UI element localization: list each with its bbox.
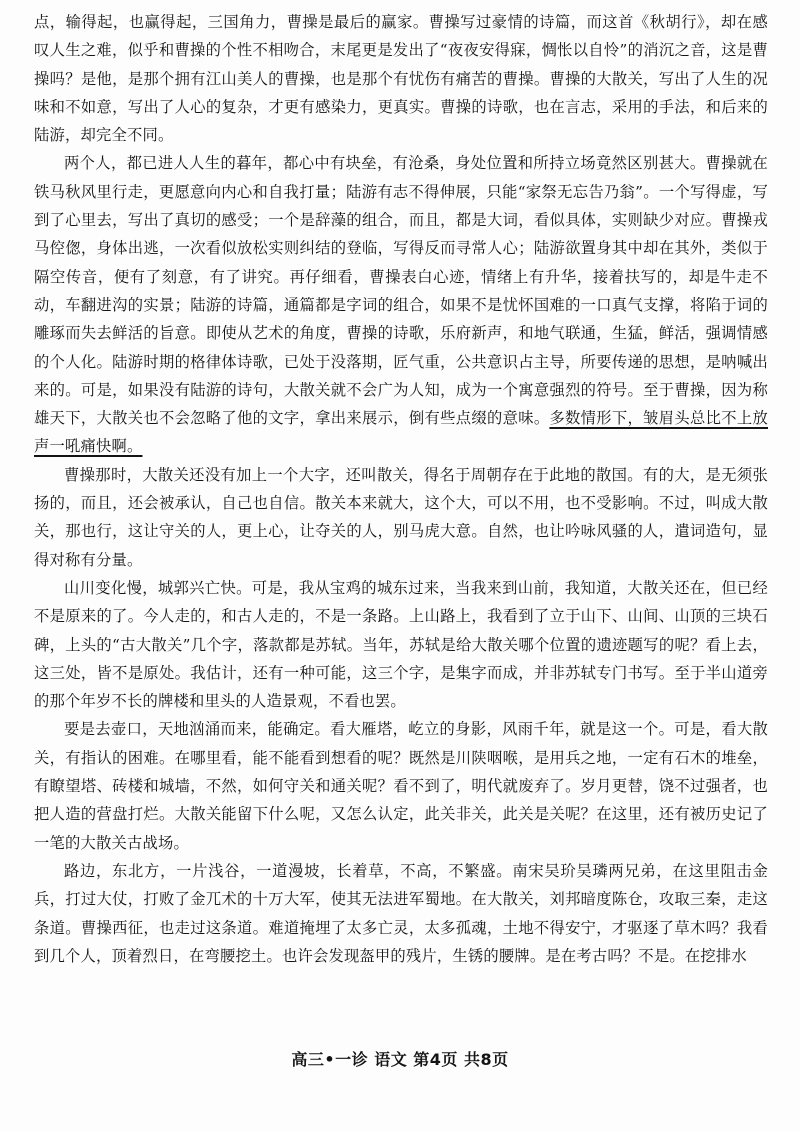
paragraph-3: 曹操那时，大散关还没有加上一个大字，还叫散关，得名于周朝存在于此地的散国。有的大，是无须张扬的，而且，还会被承认，自己也自信。散关本来就大，这个大，可以不用，也不受影响。不过，叫成大散关，那也行，这让守关的人，更上心，让夺关的人，别马虎大意。自然，也让吟咏风骚的人，遣词造句，显得对称有分量。 (34, 465, 768, 569)
paragraph-6: 路边，东北方，一片浅谷，一道漫坡，长着草，不高，不繁盛。南宋吴玠吴璘两兄弟，在这里阻击金兵，打过大仗，打败了金兀术的十万大军，使其无法进军蜀地。在大散关，刘邦暗度陈仓，攻取三秦，走这条道。曹操西征，也走过这条道。难道掩埋了太多亡灵，太多孤魂，土地不得安宁，才驱逐了草木吗？我看到几个人，顶着烈日，在弯腰挖土。也许会发现盔甲的残片，生锈的腰牌。是在考古吗？不是。在挖排水 (34, 861, 768, 965)
page-footer: 高三•一诊 语文 第4页 共8页 (291, 1050, 509, 1069)
paragraph-4: 山川变化慢，城郭兴亡快。可是，我从宝鸡的城东过来，当我来到山前，我知道，大散关还在，但已经不是原来的了。今人走的，和古人走的，不是一条路。上山路上，我看到了立于山下、山间、山顶的三块石碑，上头的“古大散关”几个字，落款都是苏轼。当年，苏轼是给大散关哪个位置的遗迹题写的呢？看上去，这三处，皆不是原处。我估计，还有一种可能，这三个字，是集字而成，并非苏轼专门书写。至于半山道旁的那个年岁不长的牌楼和里头的人造景观，不看也罢。 (34, 578, 768, 711)
paragraph-5: 要是去壶口，天地汹涌而来，能确定。看大雁塔，屹立的身影，风雨千年，就是这一个。可是，看大散关，有指认的困难。在哪里看，能不能看到想看的呢？既然是川陕咽喉，是用兵之地，一定有石木的堆垒，有瞭望塔、砖楼和城墙，不然，如何守关和通关呢？看不到了，明代就废弃了。岁月更替，饶不过强者，也把人造的营盘打烂。大散关能留下什么呢，又怎么认定，此关非关，此关是关呢？在这里，还有被历史记了一笔的大散关古战场。 (34, 720, 768, 852)
article-body (34, 8, 768, 970)
paragraph-2-text: 两个人，都已进人人生的暮年，都心中有块垒，有沧桑，身处位置和所持立场竟然区别甚大。曹操就在铁马秋风里行走，更愿意向内心和自我打量；陆游有志不得伸展，只能“家祭无忘告乃翁”。一个写得虚，写到了心里去，写出了真切的感受；一个是辞藻的组合，而且，都是大词，看似具体，实则缺少对应。曹操戎马倥偬，身体出逃，一次看似放松实则纠结的登临，写得反而寻常人心；陆游欲置身其中却在其外，类似于隔空传音，便有了刻意，有了讲究。再仔细看，曹操表白心迹，情绪上有升华，接着扶写的，却是牛走不动，车翻进沟的实景；陆游的诗篇，通篇都是字词的组合，如果不是忧怀国难的一口真气支撑，将陷于词的雕琢而失去鲜活的旨意。即使从艺术的角度，曹操的诗歌，乐府新声，和地气联通，生猛，鲜活，强调情感的个人化。陆游时期的格律体诗歌，已处于没落期，匠气重，公共意识占主导，所要传递的思想，是呐喊出来的。可是，如果没有陆游的诗句，大散关就不会广为人知，成为一个寓意强烈的符号。至于曹操，因为称雄天下，大散关也不会忽略了他的文字，拿出来展示，倒有些点缀的意味。 (34, 154, 768, 428)
paragraph-2 (34, 149, 768, 460)
underlined-sentence: 多数情形下，皱眉头总比不上放声一吼痛快啊。 (34, 409, 768, 456)
paragraph-1: 点，输得起，也赢得起，三国角力，曹操是最后的赢家。曹操写过豪情的诗篇，而这首《秋胡行》，却在感叹人生之难，似乎和曹操的个性不相吻合，末尾更是发出了“夜夜安得寐，惆怅以自怜”的消沉之音，这是曹操吗？是他，是那个拥有江山美人的曹操，也是那个有忧伤有痛苦的曹操。曹操的大散关，写出了人生的况味和不如意，写出了人心的复杂，才更有感染力，更真实。曹操的诗歌，也在言志，采用的手法，和后来的陆游，却完全不同。 (34, 13, 768, 145)
